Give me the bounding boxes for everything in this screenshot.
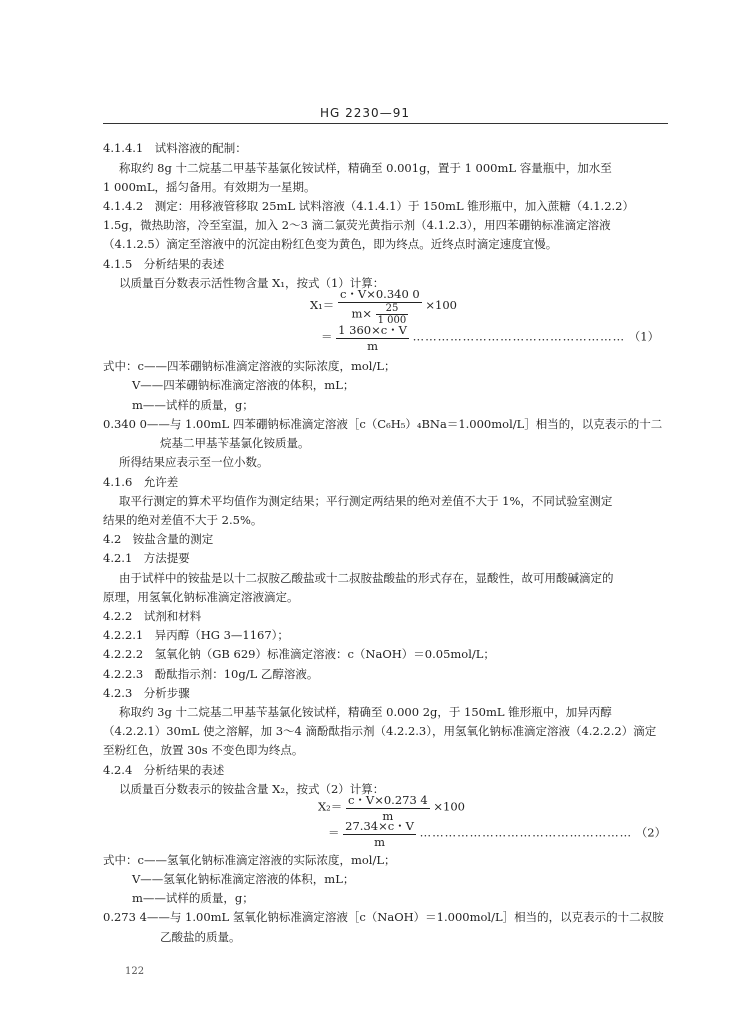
formula-2-main: X₂＝ $\frac{c・V\times 0.273 4}{m}$ ×100 — [318, 793, 465, 823]
paragraph-line: 称取约 3g 十二烷基二甲基苄基氯化铵试样，精确至 0.000 2g，于 150mL 锥形瓶中，加异丙醇 — [119, 705, 612, 719]
paragraph-line: 原理，用氢氧化钠标准滴定溶液滴定。 — [103, 590, 299, 604]
page-number: 122 — [125, 966, 145, 977]
paragraph-line: 取平行测定的算术平均值作为测定结果；平行测定两结果的绝对差值不大于 1%，不同试验室测定 — [119, 494, 613, 508]
header-rule — [103, 123, 668, 124]
reagent-item: 4.2.2.3 酚酞指示剂：10g/L 乙醇溶液。 — [103, 667, 319, 681]
formula-2-simplified: ＝ $\frac{27.34\times c・V}{m}$ …………………………………………… （2） — [328, 819, 667, 849]
section-4-2-2: 4.2.2 试剂和材料 — [103, 609, 202, 623]
section-4-1-5: 4.1.5 分析结果的表述 — [103, 257, 225, 271]
section-4-1-6: 4.1.6 允许差 — [103, 475, 179, 489]
variable-definition: V——四苯硼钠标准滴定溶液的体积，mL； — [132, 378, 355, 392]
paragraph-line: 结果的绝对差值不大于 2.5%。 — [103, 513, 263, 527]
variable-definition: V——氢氧化钠标准滴定溶液的体积，mL； — [132, 872, 355, 886]
section-4-2: 4.2 铵盐含量的测定 — [103, 532, 214, 546]
paragraph-line: 称取约 8g 十二烷基二甲基苄基氯化铵试样，精确至 0.001g，置于 1 000mL 容量瓶中，加水至 — [119, 161, 612, 175]
formula-1-fraction: c・V×0.340 0 m× $\frac{25}{1 000}$ — [339, 287, 420, 326]
variable-definition: 乙酸盐的质量。 — [160, 930, 241, 944]
paragraph-line: （4.1.2.5）滴定至溶液中的沉淀由粉红色变为黄色，即为终点。近终点时滴定速度宜慢。 — [103, 237, 558, 251]
section-4-2-4: 4.2.4 分析结果的表述 — [103, 763, 225, 777]
formula-1-main: X₁＝ c・V×0.340 0 m× $\frac{25}{1 000}$ ×100 — [310, 287, 457, 326]
section-4-1-4-2: 4.1.4.2 测定：用移液管移取 25mL 试料溶液（4.1.4.1）于 150mL 锥形瓶中，加入蔗糖（4.1.2.2） — [103, 199, 634, 213]
variable-definition: 式中：c——四苯硼钠标准滴定溶液的实际浓度，mol/L； — [103, 359, 396, 373]
paragraph-line: 至粉红色，放置 30s 不变色即为终点。 — [103, 743, 304, 757]
formula-2-fraction: $\frac{c・V\times 0.273 4}{m}$ — [347, 793, 428, 823]
paragraph-line: 1.5g，微热助溶，冷至室温，加入 2～3 滴二氯荧光黄指示剂（4.1.2.3），用四苯硼钠标准滴定溶液 — [103, 218, 611, 232]
formula-1-simplified: ＝ $\frac{1 360\times c・V}{m}$ …………………………………………… （1） — [321, 323, 660, 353]
variable-definition: 烷基二甲基苄基氯化铵质量。 — [160, 436, 310, 450]
variable-definition: 式中：c——氢氧化钠标准滴定溶液的实际浓度，mol/L； — [103, 853, 396, 867]
paragraph-line: 以质量百分数表示的铵盐含量 X₂，按式（2）计算： — [119, 782, 385, 796]
paragraph-line: （4.2.2.1）30mL 使之溶解，加 3～4 滴酚酞指示剂（4.2.2.3），用氢氧化钠标准滴定溶液（4.2.2.2）滴定 — [103, 724, 657, 738]
variable-definition: 0.340 0——与 1.00mL 四苯硼钠标准滴定溶液［c（C₆H₅）₄BNa＝1.000mol/L］相当的，以克表示的十二 — [103, 417, 663, 431]
section-4-1-4-1: 4.1.4.1 试料溶液的配制： — [103, 141, 247, 155]
equation-number: （1） — [628, 329, 660, 344]
standard-header: HG 2230—91 — [320, 106, 410, 120]
paragraph-line: 所得结果应表示至一位小数。 — [119, 455, 269, 469]
reagent-item: 4.2.2.2 氢氧化钠（GB 629）标准滴定溶液：c（NaOH）＝0.05mol/L； — [103, 647, 495, 661]
reagent-item: 4.2.2.1 异丙醇（HG 3—1167）； — [103, 628, 289, 642]
section-4-2-3: 4.2.3 分析步骤 — [103, 686, 190, 700]
paragraph-line: 以质量百分数表示活性物含量 X₁，按式（1）计算： — [119, 276, 385, 290]
variable-definition: m——试样的质量，g； — [132, 891, 254, 905]
equation-number: （2） — [635, 825, 667, 840]
variable-definition: m——试样的质量，g； — [132, 398, 254, 412]
paragraph-line: 1 000mL，摇匀备用。有效期为一星期。 — [103, 180, 316, 194]
section-4-2-1: 4.2.1 方法提要 — [103, 551, 190, 565]
paragraph-line: 由于试样中的铵盐是以十二叔胺乙酸盐或十二叔胺盐酸盐的形式存在，显酸性，故可用酸碱滴定的 — [119, 571, 614, 585]
variable-definition: 0.273 4——与 1.00mL 氢氧化钠标准滴定溶液［c（NaOH）＝1.000mol/L］相当的，以克表示的十二叔胺 — [103, 910, 664, 924]
